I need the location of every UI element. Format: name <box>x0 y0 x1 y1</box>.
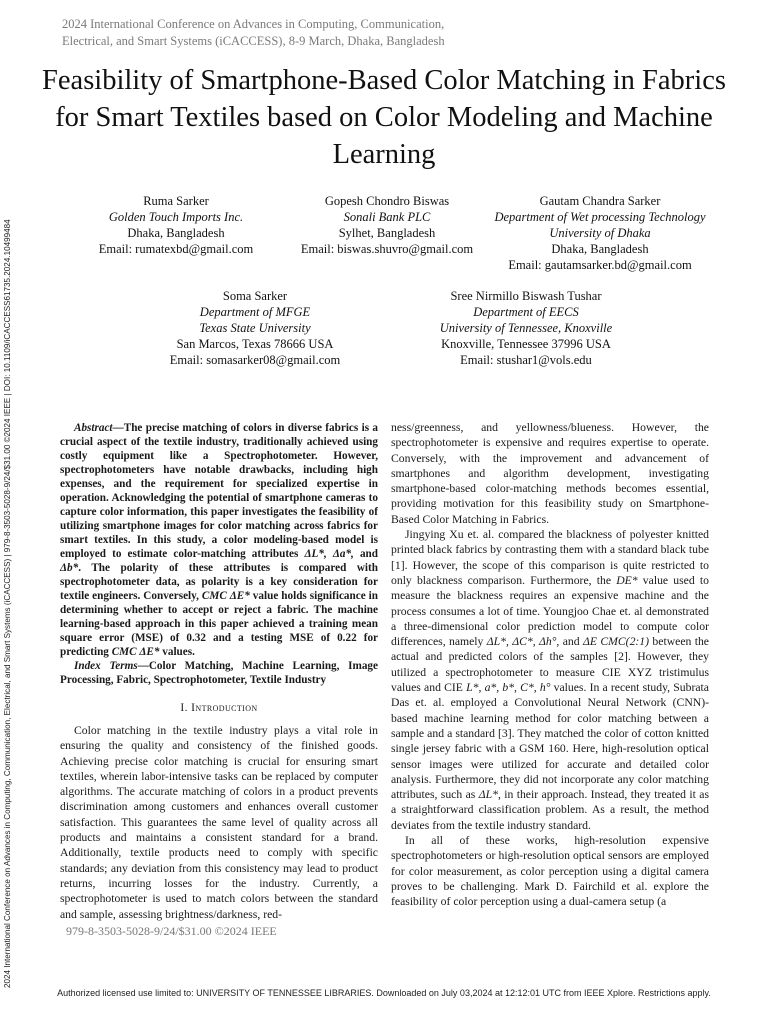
index-terms <box>60 659 378 687</box>
math-expression: Δb* <box>60 562 79 574</box>
index-terms-lead: Index Terms <box>74 660 138 672</box>
license-footer: Authorized licensed use limited to: UNIVERSITY OF TENNESSEE LIBRARIES. Downloaded on July 03,2024 at 12:12:01 UTC from IEEE Xplore. Restrictions apply. <box>57 988 711 998</box>
author-location: Dhaka, Bangladesh <box>127 226 225 240</box>
author-email: Email: gautamsarker.bd@gmail.com <box>508 258 692 272</box>
author-affiliation: Texas State University <box>199 321 311 335</box>
author-block <box>270 193 504 257</box>
conference-header-line-1: 2024 International Conference on Advances in Computing, Communication, <box>62 17 445 31</box>
author-block <box>150 288 360 368</box>
author-block <box>480 193 720 273</box>
author-location: Dhaka, Bangladesh <box>551 242 649 256</box>
author-block <box>84 193 268 257</box>
author-email: Email: stushar1@vols.edu <box>460 353 592 367</box>
author-name: Ruma Sarker <box>143 194 209 208</box>
author-affiliation: Department of Wet processing Technology <box>494 210 706 224</box>
author-email: Email: rumatexbd@gmail.com <box>98 242 254 256</box>
author-location: Sylhet, Bangladesh <box>338 226 436 240</box>
abstract-text: value holds significance in determining whether to accept or reject a fabric. The machine learning-based approach in this paper achieved a training mean square error (MSE) of 0.32 and a testing MSE of 0.22 for predicting <box>60 590 378 658</box>
author-email: Email: biswas.shuvro@gmail.com <box>300 242 474 256</box>
math-expression: ΔE CMC(2:1) <box>582 635 650 649</box>
math-expression: CMC ΔE* <box>201 590 250 602</box>
body-paragraph: In all of these works, high-resolution expensive spectrophotometers or high-resolution optical sensors are employed for color measurement, as color perception using a digital camera proves to be challenging. Mark D. Fairchild et al. explore the feasibility of color perception using a dual-camera setup (a <box>391 834 709 909</box>
math-expression: CMC ΔE* <box>111 646 160 658</box>
author-affiliation: Golden Touch Imports Inc. <box>108 210 244 224</box>
author-affiliation: Sonali Bank PLC <box>343 210 431 224</box>
copyright-notice: 979-8-3503-5028-9/24/$31.00 ©2024 IEEE <box>66 924 277 938</box>
author-affiliation: Department of MFGE <box>199 305 311 319</box>
abstract-text: values. <box>159 646 195 658</box>
author-location: San Marcos, Texas 78666 USA <box>176 337 334 351</box>
left-column <box>60 421 378 922</box>
index-terms-text: —Color Matching, Machine Learning, Image Processing, Fabric, Spectrophotometer, Textile Industry <box>60 660 378 686</box>
conference-header-line-2: Electrical, and Smart Systems (iCACCESS), 8-9 March, Dhaka, Bangladesh <box>62 34 445 48</box>
author-location: Knoxville, Tennessee 37996 USA <box>441 337 611 351</box>
author-block <box>408 288 644 368</box>
abstract <box>60 421 378 659</box>
author-name: Gopesh Chondro Biswas <box>324 194 450 208</box>
conference-header <box>62 16 702 50</box>
body-paragraph: ness/greenness, and yellowness/blueness. However, the spectrophotometer is expensive and requires expertise to operate. Conversely, with the improvement and advancement of smartphones and algorithm development, investigating smartphone-based color-matching methods becomes essential, providing motivation for this feasibility study on Smartphone-Based Color Matching in Fabrics. <box>391 421 709 526</box>
paper-title: Feasibility of Smartphone-Based Color Matching in Fabrics for Smart Textiles based on Color Modeling and Machine Learning <box>42 65 726 170</box>
author-affiliation: Department of EECS <box>473 305 579 319</box>
body-text: value used to measure the blackness requires an expensive machine and the process consumes a lot of time. Youngjoo Chae et. al demonstrated a three-dimensional color prediction model to compute color differences, namely <box>391 573 709 649</box>
section-heading: I. Introduction <box>180 702 258 714</box>
math-expression: ΔL* <box>478 788 498 802</box>
math-expression: ΔL*, ΔC*, Δh°, <box>486 635 560 649</box>
author-affiliation: University of Tennessee, Knoxville <box>439 321 613 335</box>
body-text: values. In a recent study, Subrata Das et. al. employed a Convolutional Neural Network (CNN)-based machine learning method for color matching between a sample and a standard [3]. They matched the color of cotton knitted single jersey fabric with a GSM 160. Here, high-resolution optical sensor images were utilized for accurate and detailed color analysis. Furthermore, they did not incorporate any color matching attributes, such as <box>391 681 709 802</box>
author-name: Soma Sarker <box>222 289 288 303</box>
body-text: Jingying Xu et. al. compared the blackness of polyester knitted printed black fabrics by contrasting them with a standard black tube [1]. However, the scope of this comparison is quite restricted to only blackness comparison. Furthermore, the <box>391 528 709 587</box>
abstract-text: . The polarity of these attributes is compared with spectrophotometer data, as polarity is a key consideration for textile engineers. Conversely, <box>60 562 378 602</box>
body-paragraph <box>391 527 709 833</box>
body-text: , in their approach. Instead, they treated it as a straightforward classification problem. As a result, the method deviates from the textile industry standard. <box>391 788 709 832</box>
author-affiliation: University of Dhaka <box>549 226 651 240</box>
doi-side-strip: 2024 International Conference on Advances in Computing, Communication, Electrical, and Smart Systems (iCACCESS) | 979-8-3503-5028-9/24/$31.00 ©2024 IEEE | DOI: 10.1109/iCACCESS61735.2024.10499484 <box>3 219 12 988</box>
body-paragraph: Color matching in the textile industry plays a vital role in ensuring the quality and consistency of the finished goods. Achieving precise color matching is crucial for ensuring smart textiles, wherein labor-intensive tasks can be replaced by computer algorithms. The accurate matching of colors in a product prevents discrimination among customers and enhances overall customer satisfaction. This guarantees the same level of quality across all products and maintains a consistent standard for a brand. Additionally, textile products need to comply with specific standards; any deviation from this consistency may lead to product returns, incurring losses for the industry. Currently, a spectrophotometer is used to match colors between the standard and sample, assessing brightness/darkness, red- <box>60 724 378 921</box>
author-name: Gautam Chandra Sarker <box>539 194 661 208</box>
body-text: between the actual and predicted colors of the samples [2]. However, they utilized a spectrophotometer to measure CIE XYZ tristimulus values and CIE <box>391 635 709 695</box>
abstract-text: —The precise matching of colors in diverse fabrics is a crucial aspect of the textile industry, traditionally achieved using costly equipment like a Spectrophotometer. However, spectrophotometers have notable drawbacks, including high expenses, and the requirement for specialized expertise in operation. Acknowledging the potential of smartphone cameras to capture color information, this paper investigates the feasibility of utilizing smartphone images for color matching across fabrics for smart textiles. In this study, a color modeling-based model is employed to estimate color-matching attributes <box>60 422 378 560</box>
math-expression: L*, a*, b*, C*, h° <box>466 681 551 695</box>
right-column <box>391 420 709 910</box>
author-email: Email: somasarker08@gmail.com <box>169 353 341 367</box>
abstract-text: and <box>353 548 378 560</box>
math-expression: ΔL*, Δa*, <box>304 548 354 560</box>
body-text: and <box>559 635 583 649</box>
author-name: Sree Nirmillo Biswash Tushar <box>450 289 602 303</box>
abstract-lead: Abstract <box>74 422 113 434</box>
math-expression: DE* <box>616 573 638 587</box>
